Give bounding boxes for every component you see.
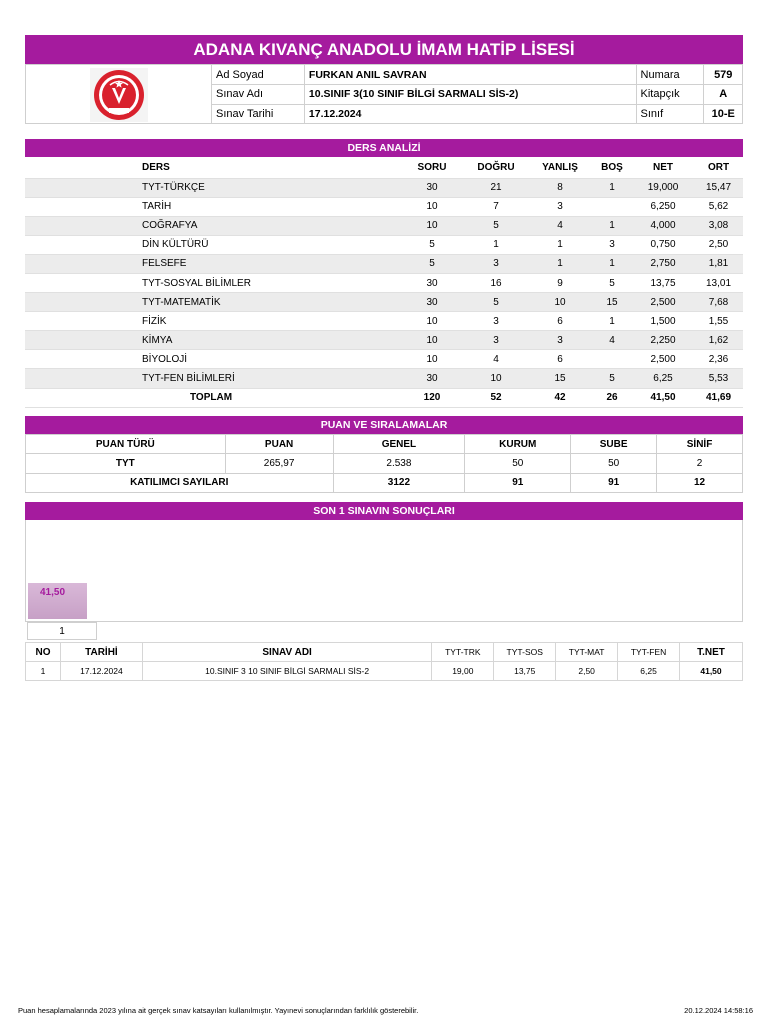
column-header: PUAN TÜRÜ: [26, 435, 226, 454]
column-header: DERS: [25, 158, 400, 178]
table-cell: 30: [400, 273, 464, 292]
subject-name: KİMYA: [25, 331, 400, 350]
subject-name: TYT-MATEMATİK: [25, 293, 400, 312]
table-cell: 15: [528, 369, 592, 388]
info-label: Sınav Tarihi: [212, 104, 305, 124]
table-cell: 9: [528, 273, 592, 292]
table-cell: 91: [465, 473, 571, 492]
subject-name: TYT-SOSYAL BİLİMLER: [25, 273, 400, 292]
table-cell: 1: [528, 254, 592, 273]
participant-row: [26, 473, 743, 492]
table-cell: 4: [592, 331, 632, 350]
table-cell: 1,500: [632, 312, 694, 331]
table-row: [25, 254, 743, 273]
subject-name: TYT-TÜRKÇE: [25, 178, 400, 197]
column-header: SINAV ADI: [142, 643, 432, 662]
table-cell: 10: [464, 369, 528, 388]
table-cell: 6,25: [632, 369, 694, 388]
table-cell: 2: [657, 454, 743, 473]
info-label: Kitapçık: [636, 85, 703, 105]
table-cell: 5: [464, 216, 528, 235]
table-cell: 6,250: [632, 197, 694, 216]
table-row: [25, 312, 743, 331]
table-cell: 1: [592, 312, 632, 331]
table-cell: 10: [400, 312, 464, 331]
table-cell: [592, 350, 632, 369]
column-header: SİNİF: [657, 435, 743, 454]
table-row: [26, 454, 743, 473]
puan-type: TYT: [26, 454, 226, 473]
ders-analizi-title: DERS ANALİZİ: [25, 139, 743, 157]
table-cell: 5,53: [694, 369, 743, 388]
table-cell: 10: [400, 216, 464, 235]
table-cell: 1: [26, 662, 61, 681]
table-cell: 3: [464, 312, 528, 331]
total-row: [25, 388, 743, 407]
table-cell: 2,50: [694, 235, 743, 254]
table-cell: 3122: [333, 473, 465, 492]
table-cell: 3: [464, 254, 528, 273]
column-header: TARİHİ: [60, 643, 142, 662]
column-header: NET: [632, 158, 694, 178]
table-cell: 13,75: [632, 273, 694, 292]
student-info-table: [211, 65, 743, 124]
info-label: Ad Soyad: [212, 65, 305, 85]
table-cell: 0,750: [632, 235, 694, 254]
table-cell: 1,55: [694, 312, 743, 331]
table-cell: 30: [400, 178, 464, 197]
table-cell: 1: [592, 178, 632, 197]
table-cell: 13,01: [694, 273, 743, 292]
subject-name: TYT-FEN BİLİMLERİ: [25, 369, 400, 388]
column-header: TYT-MAT: [556, 643, 618, 662]
table-cell: 2,750: [632, 254, 694, 273]
info-row: [212, 65, 744, 85]
participant-label: KATILIMCI SAYILARI: [26, 473, 334, 492]
table-cell: 265,97: [225, 454, 333, 473]
table-cell: 2,36: [694, 350, 743, 369]
subject-name: FİZİK: [25, 312, 400, 331]
class-name: 10-E: [703, 104, 743, 124]
table-cell: 10.SINIF 3 10 SINIF BİLGİ SARMALI SİS-2: [142, 662, 432, 681]
table-cell: 16: [464, 273, 528, 292]
table-cell: 3,08: [694, 216, 743, 235]
table-row: [26, 662, 743, 681]
table-cell: 1: [592, 254, 632, 273]
table-row: [25, 293, 743, 312]
info-row: [212, 85, 744, 105]
info-label: Sınıf: [636, 104, 703, 124]
puan-title: PUAN VE SIRALAMALAR: [25, 416, 743, 434]
table-cell: 41,50: [632, 388, 694, 407]
table-cell: 52: [464, 388, 528, 407]
table-cell: 1: [592, 216, 632, 235]
table-cell: 2.538: [333, 454, 465, 473]
puan-table: [25, 434, 743, 493]
table-cell: 41,50: [680, 662, 743, 681]
column-header: PUAN: [225, 435, 333, 454]
table-cell: 17.12.2024: [60, 662, 142, 681]
school-name-banner: ADANA KIVANÇ ANADOLU İMAM HATİP LİSESİ: [25, 35, 743, 64]
table-cell: 5: [464, 293, 528, 312]
subject-name: FELSEFE: [25, 254, 400, 273]
column-header: T.NET: [680, 643, 743, 662]
table-cell: 4: [464, 350, 528, 369]
table-row: [25, 273, 743, 292]
table-cell: 3: [528, 197, 592, 216]
table-row: [25, 331, 743, 350]
table-cell: 19,00: [432, 662, 494, 681]
chart-bar-label: 41,50: [40, 587, 66, 598]
ders-analizi-table: [25, 158, 743, 408]
table-cell: 1: [528, 235, 592, 254]
table-header-row: [26, 435, 743, 454]
column-header: YANLIŞ: [528, 158, 592, 178]
table-cell: 3: [528, 331, 592, 350]
table-row: [25, 197, 743, 216]
column-header: TYT-TRK: [432, 643, 494, 662]
table-cell: 2,500: [632, 350, 694, 369]
table-row: [25, 216, 743, 235]
table-cell: 91: [571, 473, 657, 492]
school-logo: [90, 68, 148, 122]
student-number: 579: [703, 65, 743, 85]
table-cell: [592, 197, 632, 216]
table-cell: 5: [592, 273, 632, 292]
booklet-type: A: [703, 85, 743, 105]
column-header: SUBE: [571, 435, 657, 454]
table-cell: 21: [464, 178, 528, 197]
table-cell: 8: [528, 178, 592, 197]
table-cell: 5: [592, 369, 632, 388]
table-cell: 10: [400, 197, 464, 216]
table-cell: 30: [400, 293, 464, 312]
table-row: [25, 235, 743, 254]
table-row: [25, 350, 743, 369]
column-header: TYT-FEN: [618, 643, 680, 662]
table-header-row: [25, 158, 743, 178]
table-cell: 50: [465, 454, 571, 473]
column-header: ORT: [694, 158, 743, 178]
total-label: TOPLAM: [25, 388, 400, 407]
table-cell: 1,62: [694, 331, 743, 350]
table-cell: 26: [592, 388, 632, 407]
table-cell: 3: [464, 331, 528, 350]
column-header: GENEL: [333, 435, 465, 454]
table-row: [25, 369, 743, 388]
student-name: FURKAN ANIL SAVRAN: [304, 65, 636, 85]
table-cell: 4,000: [632, 216, 694, 235]
son-sinav-title: SON 1 SINAVIN SONUÇLARI: [25, 502, 743, 520]
chart-axis-label: 1: [27, 622, 97, 640]
exam-date: 17.12.2024: [304, 104, 636, 124]
table-cell: 1: [464, 235, 528, 254]
table-cell: 10: [400, 331, 464, 350]
table-cell: 120: [400, 388, 464, 407]
column-header: SORU: [400, 158, 464, 178]
table-cell: 2,50: [556, 662, 618, 681]
info-label: Sınav Adı: [212, 85, 305, 105]
table-cell: 4: [528, 216, 592, 235]
footer-timestamp: 20.12.2024 14:58:16: [684, 1006, 753, 1015]
subject-name: TARİH: [25, 197, 400, 216]
subject-name: BİYOLOJİ: [25, 350, 400, 369]
table-cell: 5: [400, 235, 464, 254]
table-cell: 6: [528, 312, 592, 331]
table-cell: 41,69: [694, 388, 743, 407]
exam-name: 10.SINIF 3(10 SINIF BİLGİ SARMALI SİS-2): [304, 85, 636, 105]
table-cell: 15,47: [694, 178, 743, 197]
footer-note: Puan hesaplamalarında 2023 yılına ait gerçek sınav katsayıları kullanılmıştır. Yayınevi sonuçlarından farklılık gösterebilir.: [18, 1006, 419, 1015]
column-header: BOŞ: [592, 158, 632, 178]
table-cell: 2,500: [632, 293, 694, 312]
table-cell: 5,62: [694, 197, 743, 216]
column-header: KURUM: [465, 435, 571, 454]
table-cell: 1,81: [694, 254, 743, 273]
info-label: Numara: [636, 65, 703, 85]
table-cell: 5: [400, 254, 464, 273]
subject-name: DİN KÜLTÜRÜ: [25, 235, 400, 254]
table-cell: 3: [592, 235, 632, 254]
table-cell: 50: [571, 454, 657, 473]
table-row: [25, 178, 743, 197]
table-cell: 6,25: [618, 662, 680, 681]
son-sinav-table: [25, 642, 743, 681]
table-cell: 7: [464, 197, 528, 216]
table-cell: 42: [528, 388, 592, 407]
results-chart-area: [25, 520, 743, 622]
table-cell: 2,250: [632, 331, 694, 350]
table-cell: 13,75: [494, 662, 556, 681]
table-cell: 30: [400, 369, 464, 388]
table-cell: 7,68: [694, 293, 743, 312]
column-header: DOĞRU: [464, 158, 528, 178]
table-header-row: [26, 643, 743, 662]
table-cell: 10: [528, 293, 592, 312]
column-header: NO: [26, 643, 61, 662]
subject-name: COĞRAFYA: [25, 216, 400, 235]
table-cell: 12: [657, 473, 743, 492]
table-cell: 10: [400, 350, 464, 369]
table-cell: 15: [592, 293, 632, 312]
table-cell: 19,000: [632, 178, 694, 197]
column-header: TYT-SOS: [494, 643, 556, 662]
info-row: [212, 104, 744, 124]
table-cell: 6: [528, 350, 592, 369]
